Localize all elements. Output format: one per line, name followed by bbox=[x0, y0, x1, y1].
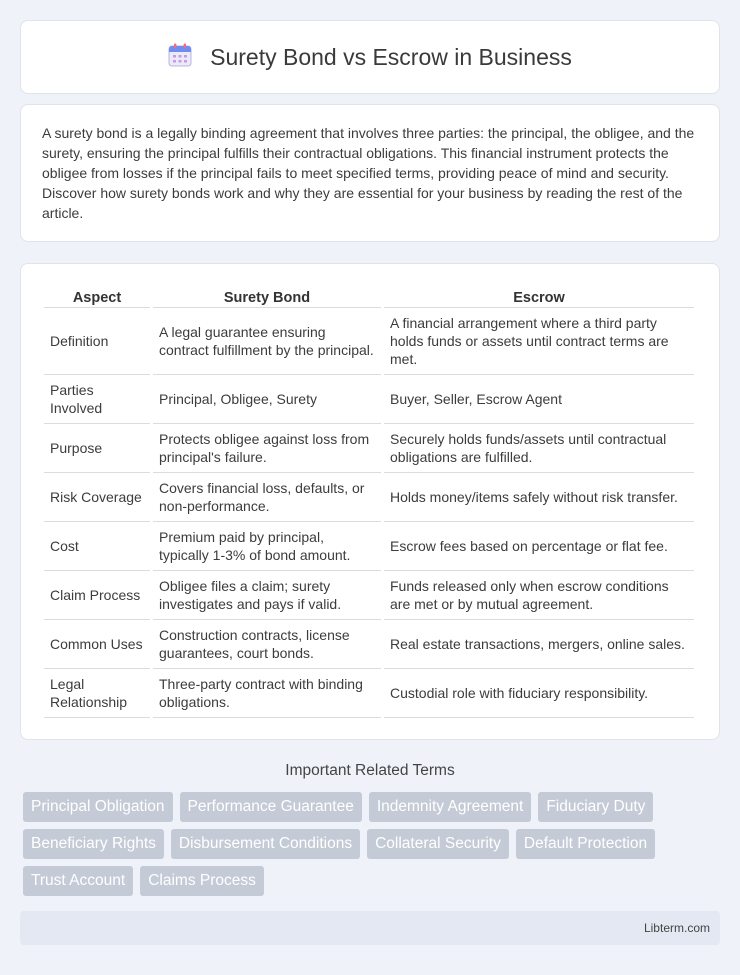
related-terms-title: Important Related Terms bbox=[285, 762, 455, 779]
surety-bond-cell: Covers financial loss, defaults, or non-performance. bbox=[153, 473, 381, 522]
related-term-tag[interactable]: Indemnity Agreement bbox=[369, 792, 531, 822]
header-aspect: Aspect bbox=[44, 286, 150, 308]
table-row bbox=[44, 424, 694, 473]
aspect-cell: Definition bbox=[44, 308, 150, 375]
surety-bond-cell: Principal, Obligee, Surety bbox=[153, 375, 381, 424]
table-row bbox=[44, 522, 694, 571]
escrow-cell: Holds money/items safely without risk transfer. bbox=[384, 473, 694, 522]
escrow-cell: Funds released only when escrow conditions are met or by mutual agreement. bbox=[384, 571, 694, 620]
aspect-cell: Legal Relationship bbox=[44, 669, 150, 718]
related-term-tag[interactable]: Default Protection bbox=[516, 829, 655, 859]
table-row bbox=[44, 669, 694, 718]
table-row bbox=[44, 375, 694, 424]
escrow-cell: Real estate transactions, mergers, online sales. bbox=[384, 620, 694, 669]
aspect-cell: Cost bbox=[44, 522, 150, 571]
related-term-tag[interactable]: Performance Guarantee bbox=[180, 792, 362, 822]
footer bbox=[20, 911, 720, 945]
escrow-cell: Custodial role with fiduciary responsibility. bbox=[384, 669, 694, 718]
related-term-tag[interactable]: Claims Process bbox=[140, 866, 264, 896]
intro-paragraph: A surety bond is a legally binding agreement that involves three parties: the principal, the obligee, and the surety, ensuring the principal fulfills their contractual obligations. This financial instrument protects the obligee from losses if the principal fails to meet specified terms, providing peace of mind and security. Discover how surety bonds work and why they are essential for your business by reading the rest of the article. bbox=[42, 125, 695, 221]
related-term-tag[interactable]: Trust Account bbox=[23, 866, 133, 896]
page-title: Surety Bond vs Escrow in Business bbox=[210, 43, 572, 70]
table-row bbox=[44, 571, 694, 620]
aspect-cell: Purpose bbox=[44, 424, 150, 473]
related-term-tag[interactable]: Beneficiary Rights bbox=[23, 829, 164, 859]
table-row bbox=[44, 473, 694, 522]
aspect-cell: Common Uses bbox=[44, 620, 150, 669]
surety-bond-cell: Obligee files a claim; surety investigates and pays if valid. bbox=[153, 571, 381, 620]
table-row bbox=[44, 308, 694, 375]
comparison-table bbox=[41, 286, 697, 718]
surety-bond-cell: Construction contracts, license guarantees, court bonds. bbox=[153, 620, 381, 669]
surety-bond-cell: Protects obligee against loss from principal's failure. bbox=[153, 424, 381, 473]
footer-site-link[interactable]: Libterm.com bbox=[643, 921, 710, 935]
escrow-cell: Securely holds funds/assets until contractual obligations are fulfilled. bbox=[384, 424, 694, 473]
aspect-cell: Parties Involved bbox=[44, 375, 150, 424]
related-term-tag[interactable]: Disbursement Conditions bbox=[171, 829, 360, 859]
header-surety-bond: Surety Bond bbox=[153, 286, 381, 308]
escrow-cell: A financial arrangement where a third party holds funds or assets until contract terms are met. bbox=[384, 308, 694, 375]
aspect-cell: Claim Process bbox=[44, 571, 150, 620]
intro-card bbox=[20, 104, 720, 242]
header-escrow: Escrow bbox=[384, 286, 694, 308]
escrow-cell: Buyer, Seller, Escrow Agent bbox=[384, 375, 694, 424]
escrow-cell: Escrow fees based on percentage or flat fee. bbox=[384, 522, 694, 571]
surety-bond-cell: Three-party contract with binding obligations. bbox=[153, 669, 381, 718]
aspect-cell: Risk Coverage bbox=[44, 473, 150, 522]
related-term-tag[interactable]: Fiduciary Duty bbox=[538, 792, 653, 822]
related-term-tag[interactable]: Principal Obligation bbox=[23, 792, 173, 822]
related-terms-tags bbox=[23, 792, 723, 896]
surety-bond-cell: A legal guarantee ensuring contract fulfillment by the principal. bbox=[153, 308, 381, 375]
surety-bond-cell: Premium paid by principal, typically 1-3% of bond amount. bbox=[153, 522, 381, 571]
calendar-icon bbox=[168, 43, 192, 72]
comparison-table-card bbox=[20, 263, 720, 740]
related-term-tag[interactable]: Collateral Security bbox=[367, 829, 509, 859]
header-card bbox=[20, 20, 720, 94]
table-row bbox=[44, 620, 694, 669]
